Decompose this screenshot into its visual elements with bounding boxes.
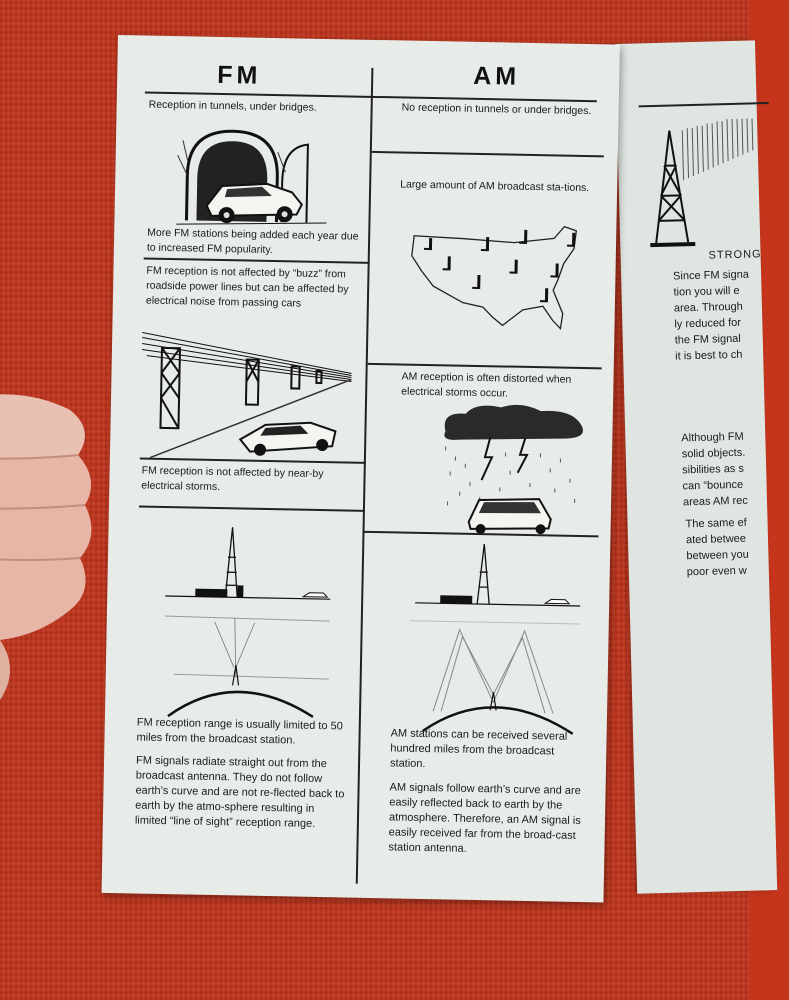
text-line: area. Through [673,300,743,315]
fm-buzz-text: FM reception is not affected by “buzz” from roadside power lines but can be affected by electrical noise from passing cars [145,264,349,310]
fm-line-of-sight-diagram [153,516,347,720]
storm-car-illustration [428,401,591,539]
text-line: ated betwee [685,532,747,547]
divider [372,151,604,157]
text-line: the FM signal [674,332,741,347]
paragraph-same-effect [685,515,749,581]
paragraph-fm-signal [673,267,751,365]
am-storms-text: AM reception is often distorted when electrical storms occur. [401,370,572,400]
fm-tunnels-text: Reception in tunnels, under bridges. [148,98,317,114]
text-line: it is best to ch [675,348,743,363]
usa-map-illustration [402,216,589,345]
text-line: sibilities as s [682,462,745,477]
text-line: ly reduced for [674,316,742,331]
text-line: solid objects. [681,446,746,461]
text-line: can “bounce [682,478,744,493]
am-heading: AM [473,61,521,91]
section-heading: STRONG [708,248,762,262]
broadcast-tower-illustration [647,118,760,251]
am-signals-text: AM signals follow earth’s curve and are easily reflected back to earth by the atmosphere. Therefore, an AM signal is easily received far from the broad-cast station antenna. [388,781,581,855]
power-lines-car-illustration [140,328,363,467]
am-stations-text: Large amount of AM broadcast sta-tions. [400,178,590,195]
brochure-page [102,35,620,902]
divider [639,102,769,107]
am-tunnels-text: No reception in tunnels or under bridges. [401,101,592,118]
fm-heading: FM [216,60,262,90]
fm-storms-text: FM reception is not affected by near-by electrical storms. [141,464,324,494]
column-divider [356,68,373,884]
fm-range-text: FM reception range is usually limited to 50 miles from the broadcast station. [136,716,343,747]
fm-signals-text: FM signals radiate straight out from the broadcast antenna. They do not follow earth’s curve and are not re-flected back to earth by the atmo-sphere resulting in limited “line of sight” reception range. [134,754,345,830]
divider [139,505,365,511]
text-line: tion you will e [673,284,740,299]
adjacent-page [615,40,777,893]
am-skywave-diagram [403,541,597,735]
fm-stations-text: More FM stations being added each year due to increased FM popularity. [146,226,359,257]
text-line: poor even w [686,564,747,579]
text-line: The same ef [685,516,747,531]
tunnel-car-illustration [176,120,338,233]
text-line: Since FM signa [672,268,750,283]
text-line: areas AM rec [682,494,748,509]
divider [368,363,602,369]
paragraph-solid-objects [681,429,748,511]
text-line: between you [686,548,749,563]
am-range-text: AM stations can be received several hundred miles from the broadcast station. [389,727,568,771]
text-line: Although FM [681,430,744,445]
hand [0,390,120,720]
